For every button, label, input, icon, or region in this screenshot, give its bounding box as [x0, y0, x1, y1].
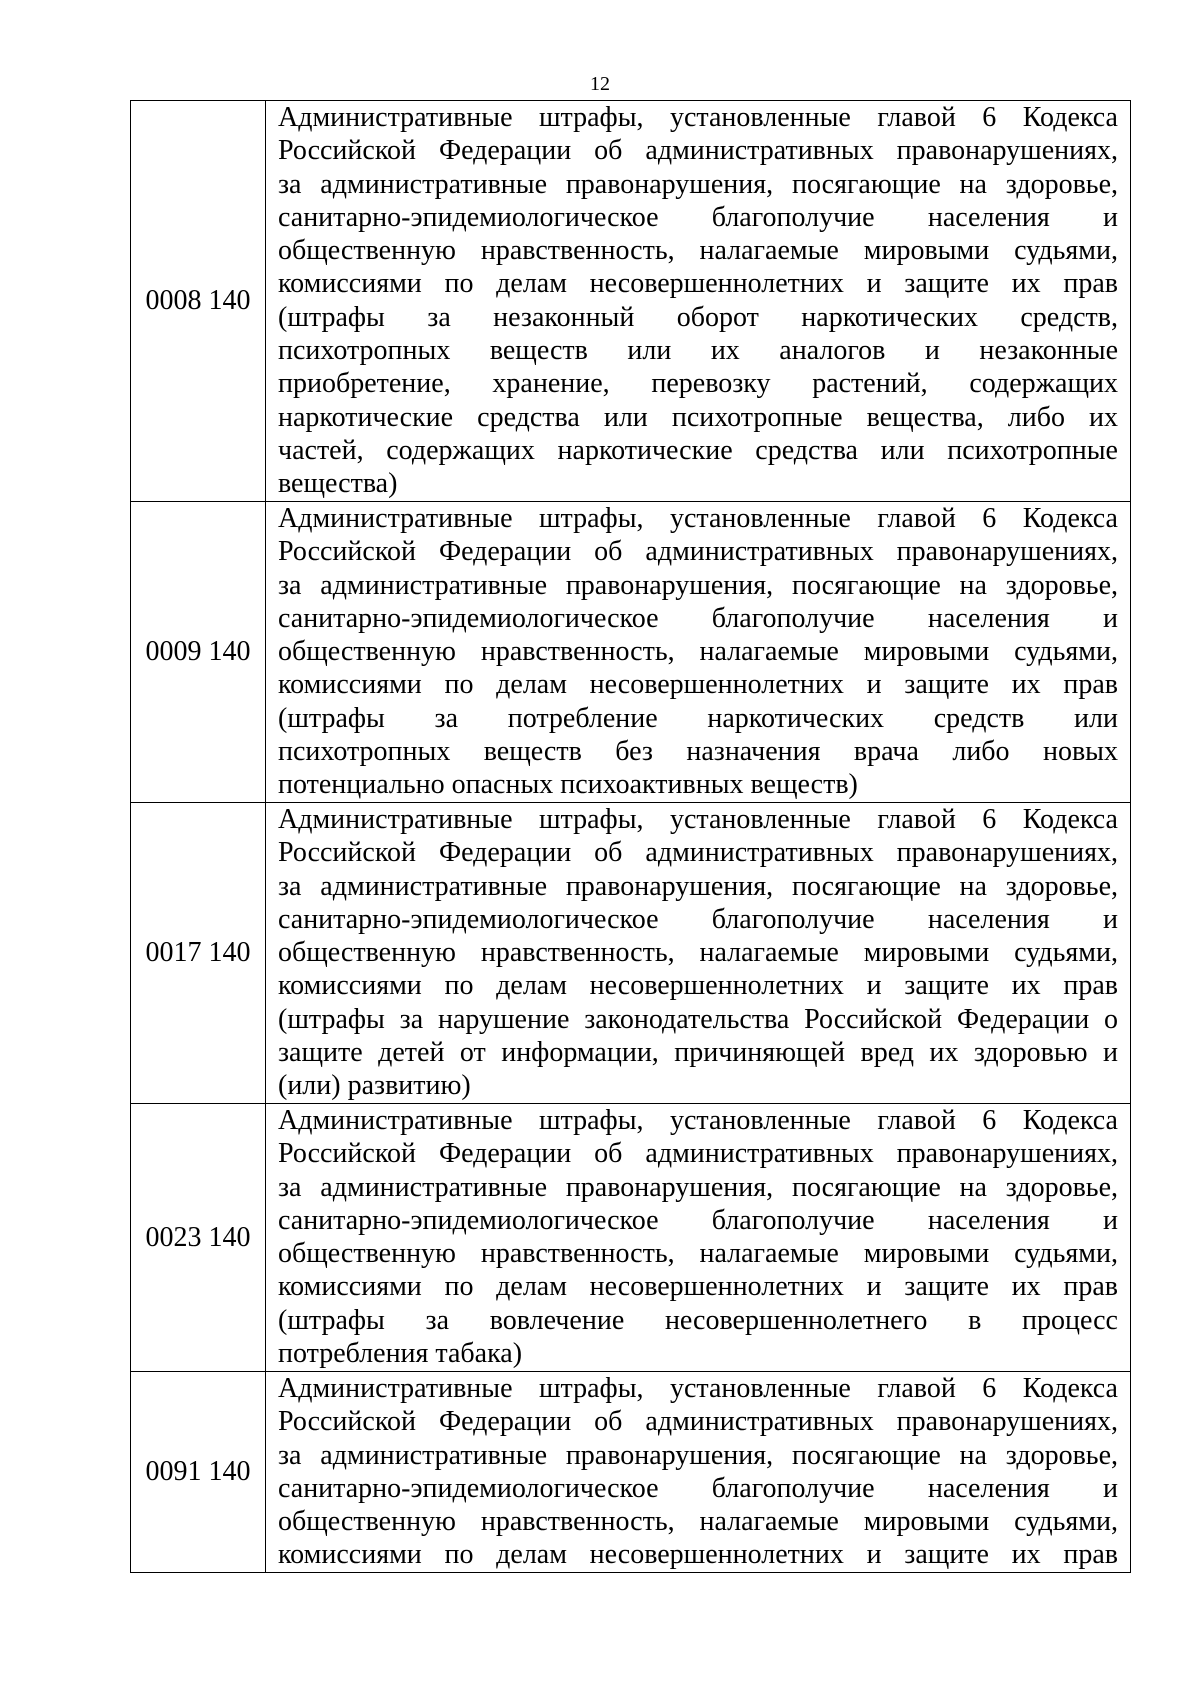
description-cell	[266, 803, 1131, 1104]
text-line: потенциально опасных психоактивных веществ)	[278, 769, 858, 801]
text-line: Российской Федерации об административных правонарушениях,	[278, 1138, 1118, 1170]
text-line: Административные штрафы, установленные главой 6 Кодекса	[278, 1105, 1118, 1136]
text-line: (штрафы за незаконный оборот наркотических средств,	[278, 301, 1118, 333]
text-line: Административные штрафы, установленные главой 6 Кодекса	[278, 804, 1118, 835]
text-line: защите детей от информации, причиняющей вред их здоровью и	[278, 1037, 1118, 1069]
text-line: общественную нравственность, налагаемые мировыми судьями,	[278, 1238, 1118, 1270]
text-line: (штрафы за вовлечение несовершеннолетнего в процесс	[278, 1304, 1118, 1336]
text-line: Российской Федерации об административных правонарушениях,	[278, 536, 1118, 568]
code-cell: 0023 140	[131, 1104, 266, 1372]
table-row	[131, 803, 1131, 1104]
description-cell	[266, 1104, 1131, 1372]
description-cell	[266, 502, 1131, 803]
text-line: санитарно-эпидемиологическое благополучие населения и	[278, 602, 1118, 634]
text-line: комиссиями по делам несовершеннолетних и защите их прав	[278, 970, 1118, 1002]
text-line: психотропных веществ или их аналогов и незаконные	[278, 335, 1118, 367]
text-line: частей, содержащих наркотические средства или психотропные	[278, 434, 1118, 466]
text-line: Административные штрафы, установленные главой 6 Кодекса	[278, 1373, 1118, 1404]
text-line: приобретение, хранение, перевозку растений, содержащих	[278, 368, 1118, 400]
text-line: (штрафы за потребление наркотических средств или	[278, 702, 1118, 734]
code-cell: 0017 140	[131, 803, 266, 1104]
text-line: санитарно-эпидемиологическое благополучие населения и	[278, 903, 1118, 935]
text-line: за административные правонарушения, посягающие на здоровье,	[278, 569, 1118, 601]
text-line: психотропных веществ без назначения врача либо новых	[278, 736, 1118, 768]
text-line: общественную нравственность, налагаемые мировыми судьями,	[278, 636, 1118, 668]
table-row	[131, 1104, 1131, 1372]
text-line: Российской Федерации об административных правонарушениях,	[278, 837, 1118, 869]
code-cell: 0009 140	[131, 502, 266, 803]
page-number: 12	[590, 73, 610, 95]
text-line: Российской Федерации об административных правонарушениях,	[278, 135, 1118, 167]
text-line: санитарно-эпидемиологическое благополучие населения и	[278, 1472, 1118, 1504]
text-line: общественную нравственность, налагаемые мировыми судьями,	[278, 1506, 1118, 1538]
table-row	[131, 101, 1131, 502]
table-row	[131, 1372, 1131, 1573]
text-line: вещества)	[278, 468, 398, 500]
code-cell: 0008 140	[131, 101, 266, 502]
text-line: комиссиями по делам несовершеннолетних и защите их прав	[278, 669, 1118, 701]
text-line: потребления табака)	[278, 1338, 523, 1370]
description-cell	[266, 101, 1131, 502]
text-line: за административные правонарушения, посягающие на здоровье,	[278, 1171, 1118, 1203]
text-line: санитарно-эпидемиологическое благополучие населения и	[278, 201, 1118, 233]
text-line: комиссиями по делам несовершеннолетних и защите их прав	[278, 268, 1118, 300]
text-line: за административные правонарушения, посягающие на здоровье,	[278, 1439, 1118, 1471]
text-line: санитарно-эпидемиологическое благополучие населения и	[278, 1204, 1118, 1236]
text-line: наркотические средства или психотропные вещества, либо их	[278, 401, 1118, 433]
text-line: за административные правонарушения, посягающие на здоровье,	[278, 168, 1118, 200]
code-cell: 0091 140	[131, 1372, 266, 1573]
text-line: (штрафы за нарушение законодательства Российской Федерации о	[278, 1003, 1118, 1035]
text-line: (или) развитию)	[278, 1070, 471, 1102]
text-line: общественную нравственность, налагаемые мировыми судьями,	[278, 937, 1118, 969]
text-line: комиссиями по делам несовершеннолетних и защите их прав	[278, 1539, 1118, 1571]
text-line: за административные правонарушения, посягающие на здоровье,	[278, 870, 1118, 902]
text-line: Российской Федерации об административных правонарушениях,	[278, 1406, 1118, 1438]
description-cell	[266, 1372, 1131, 1573]
text-line: комиссиями по делам несовершеннолетних и защите их прав	[278, 1271, 1118, 1303]
text-line: общественную нравственность, налагаемые мировыми судьями,	[278, 235, 1118, 267]
text-line: Административные штрафы, установленные главой 6 Кодекса	[278, 102, 1118, 133]
codes-table	[130, 100, 1131, 1573]
table-row	[131, 502, 1131, 803]
text-line: Административные штрафы, установленные главой 6 Кодекса	[278, 503, 1118, 534]
